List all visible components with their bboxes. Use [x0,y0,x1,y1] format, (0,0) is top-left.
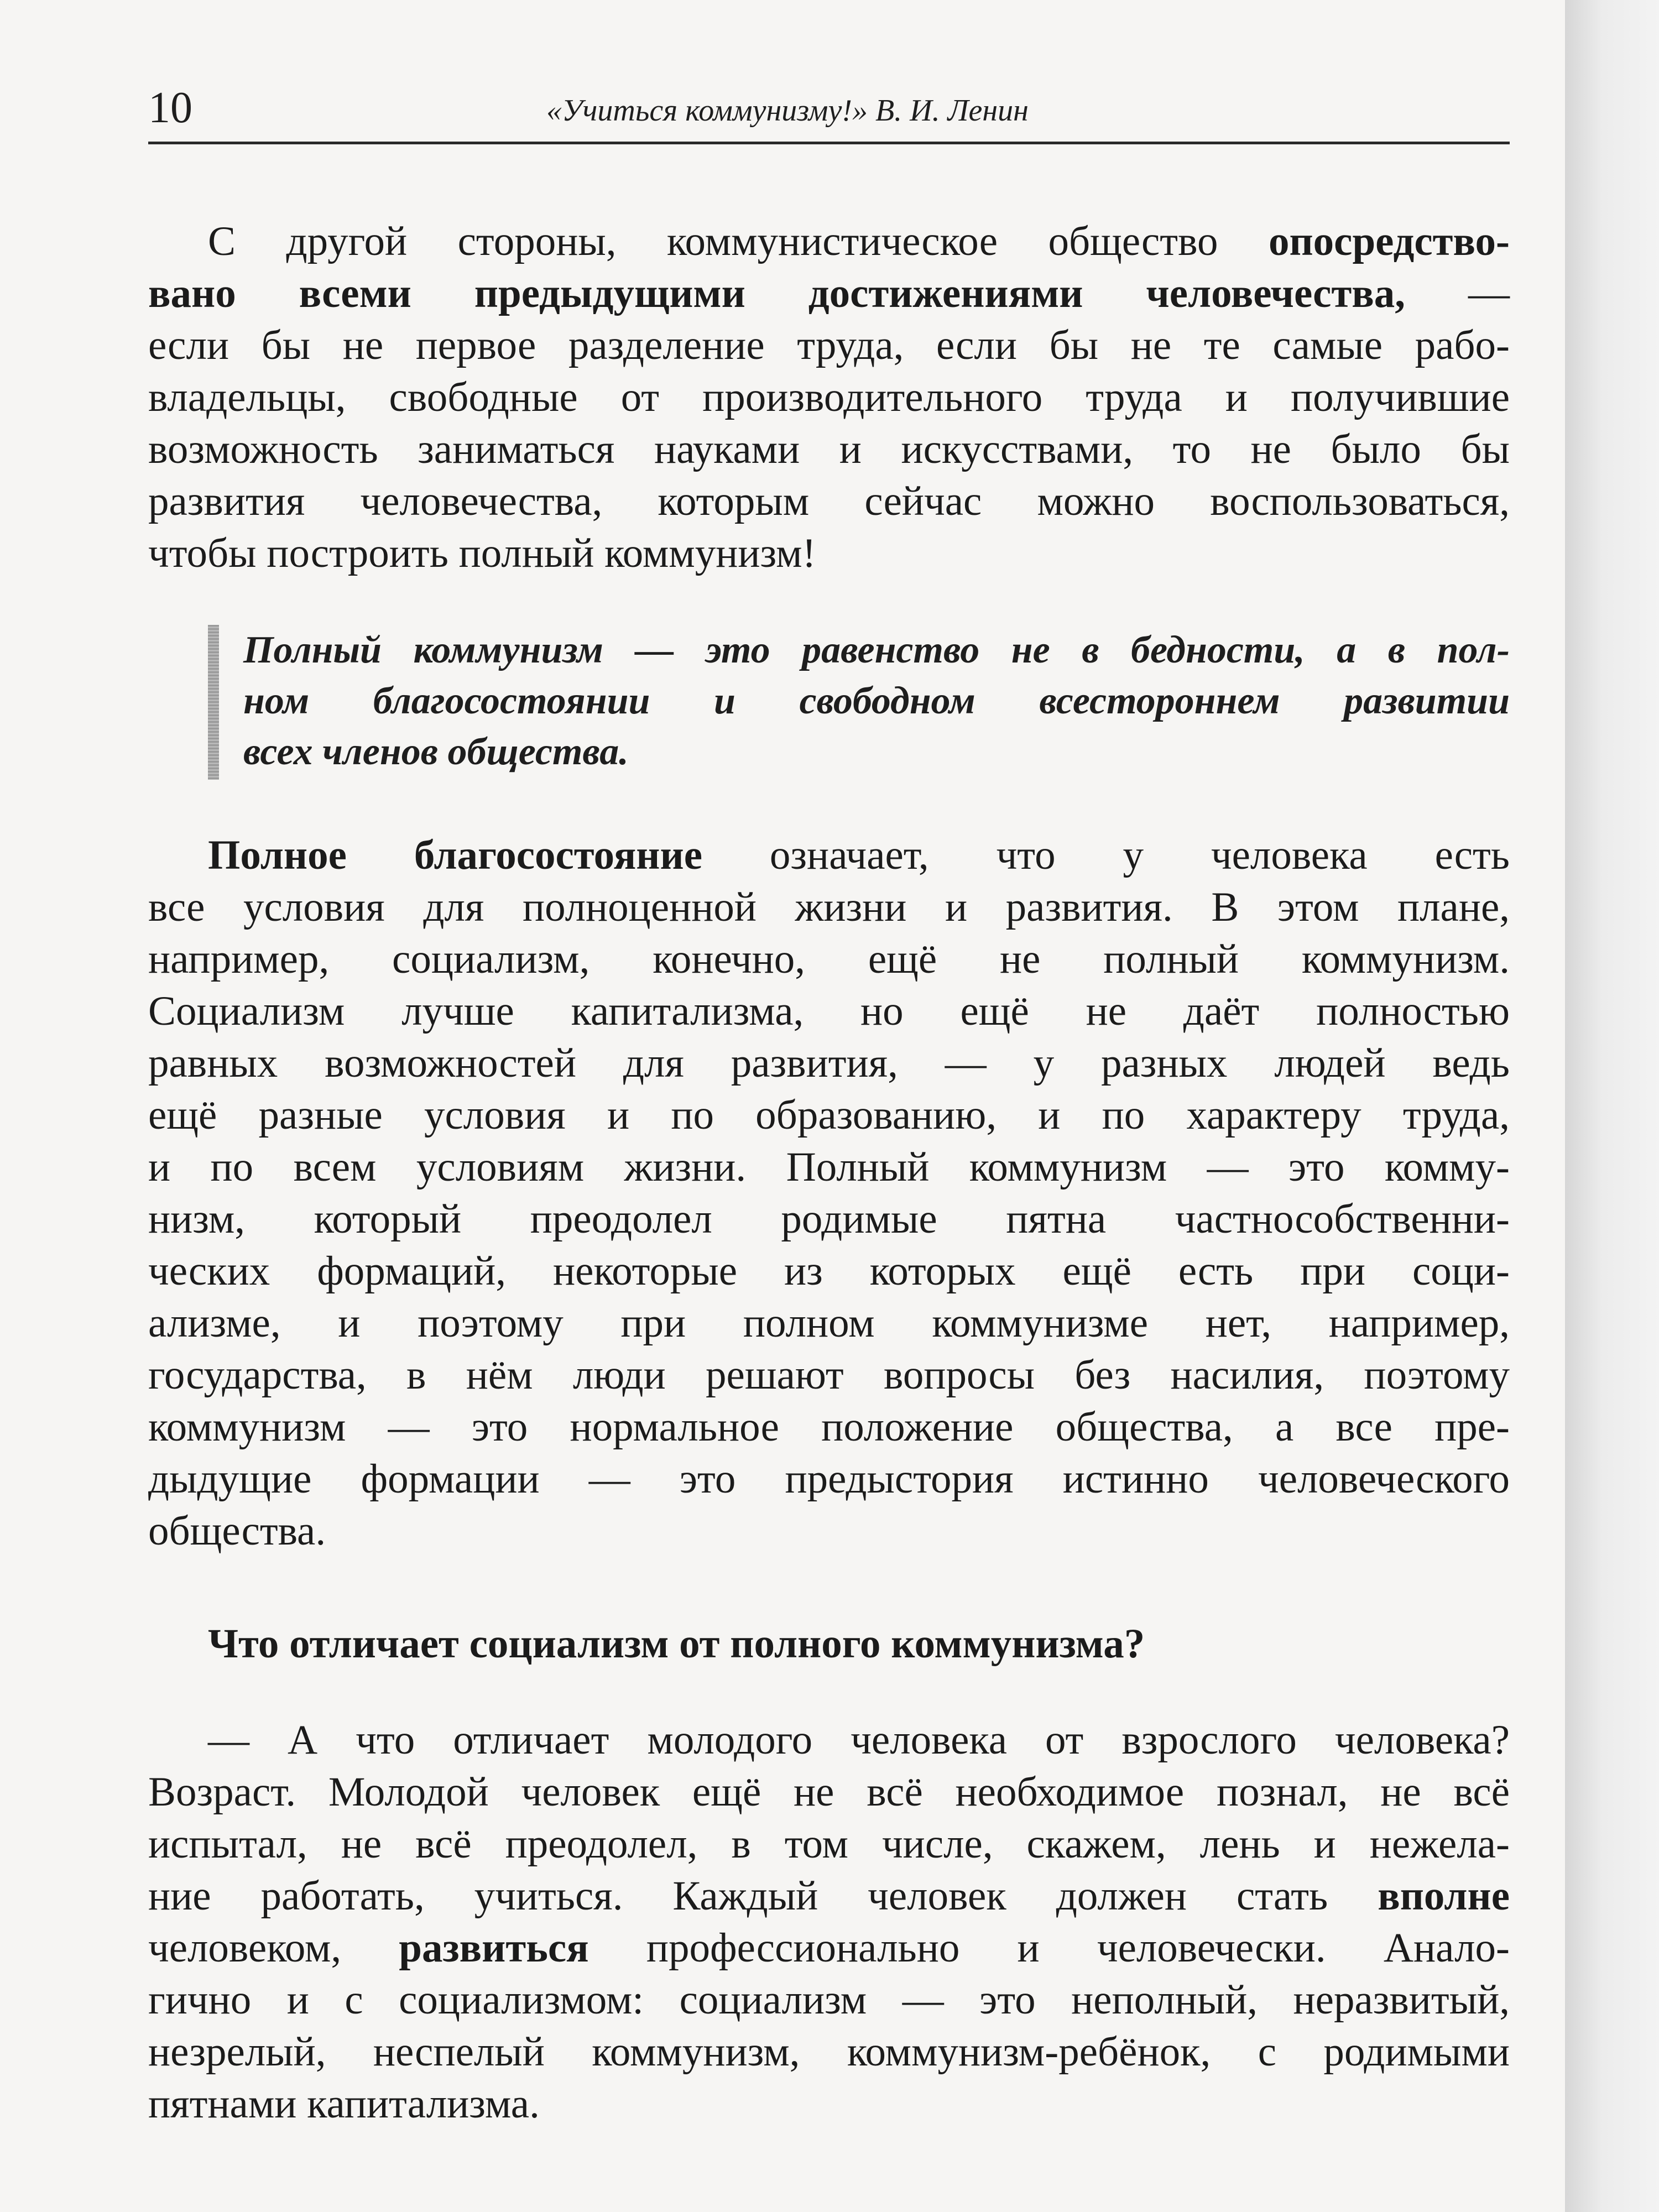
bold-phrase: вполне [1378,1873,1510,1919]
bold-phrase: Полное благосостояние [208,832,703,878]
running-title: «Учиться коммунизму!» В. И. Ленин [546,93,1029,128]
text-line: — А что отличает молодого человека от взрослого человека? [208,1717,1510,1763]
text-line: коммунизм — это нормальное положение общества, а все пре- [148,1404,1510,1450]
text-line: Полное благосостояние означает, что у человека есть [208,832,1510,878]
text-line: ещё разные условия и по образованию, и по характеру труда, [148,1092,1510,1138]
text-line: и по всем условиям жизни. Полный коммунизм — это комму- [148,1144,1510,1190]
quote-line: Полный коммунизм — это равенство не в бедности, а в пол- [243,629,1510,671]
quote-bar [208,625,219,780]
bold-phrase: вано всеми предыдущими достижениями человечества, [148,270,1406,316]
text-line: незрелый, неспелый коммунизм, коммунизм-ребёнок, с родимыми [148,2029,1510,2075]
header-rule [148,142,1510,144]
page-header [148,72,1510,149]
text-line: общества. [148,1508,326,1554]
text-line: владельцы, свободные от производительного труда и получившие [148,374,1510,420]
bold-phrase: опосредство- [1268,218,1510,264]
definition-quote [243,625,1510,778]
text-line: равных возможностей для развития, — у разных людей ведь [148,1040,1510,1086]
bold-phrase: развиться [399,1925,589,1971]
text-line: ализме, и поэтому при полном коммунизме нет, например, [148,1300,1510,1346]
text-line: ческих формаций, некоторые из которых ещё есть при соци- [148,1248,1510,1294]
text-line: человеком, развиться профессионально и человечески. Анало- [148,1925,1510,1971]
text-line: Возраст. Молодой человек ещё не всё необходимое познал, не всё [148,1769,1510,1815]
text-line: испытал, не всё преодолел, в том числе, скажем, лень и нежела- [148,1821,1510,1867]
paragraph-3 [148,1714,1510,2130]
text-line: все условия для полноценной жизни и развития. В этом плане, [148,884,1510,930]
text-line: развития человечества, которым сейчас можно воспользоваться, [148,478,1510,524]
page-edge-shadow [1565,0,1659,2212]
section-heading: Что отличает социализм от полного коммунизма? [208,1621,1145,1667]
text-line: дыдущие формации — это предыстория истинно человеческого [148,1456,1510,1502]
text-line: например, социализм, конечно, ещё не полный коммунизм. [148,936,1510,982]
quote-line: всех членов общества. [243,731,629,773]
text-line: вано всеми предыдущими достижениями человечества, — [148,270,1510,316]
text-line: низм, который преодолел родимые пятна частнособственни- [148,1196,1510,1242]
text-line: пятнами капитализма. [148,2081,540,2127]
text-line: С другой стороны, коммунистическое общество опосредство- [208,218,1510,264]
text-line: государства, в нём люди решают вопросы без насилия, поэтому [148,1352,1510,1398]
quote-line: ном благосостоянии и свободном всестороннем развитии [243,680,1510,722]
text-line: гично и с социализмом: социализм — это неполный, неразвитый, [148,1977,1510,2023]
text-line: возможность заниматься науками и искусствами, то не было бы [148,426,1510,472]
text-line: чтобы построить полный коммунизм! [148,530,816,576]
text-line: Социализм лучше капитализма, но ещё не даёт полностью [148,988,1510,1034]
paragraph-2 [148,830,1510,1557]
page-number: 10 [148,84,192,132]
text-line: ние работать, учиться. Каждый человек должен стать вполне [148,1873,1510,1919]
paragraph-1 [148,216,1510,580]
text-line: если бы не первое разделение труда, если бы не те самые рабо- [148,322,1510,368]
